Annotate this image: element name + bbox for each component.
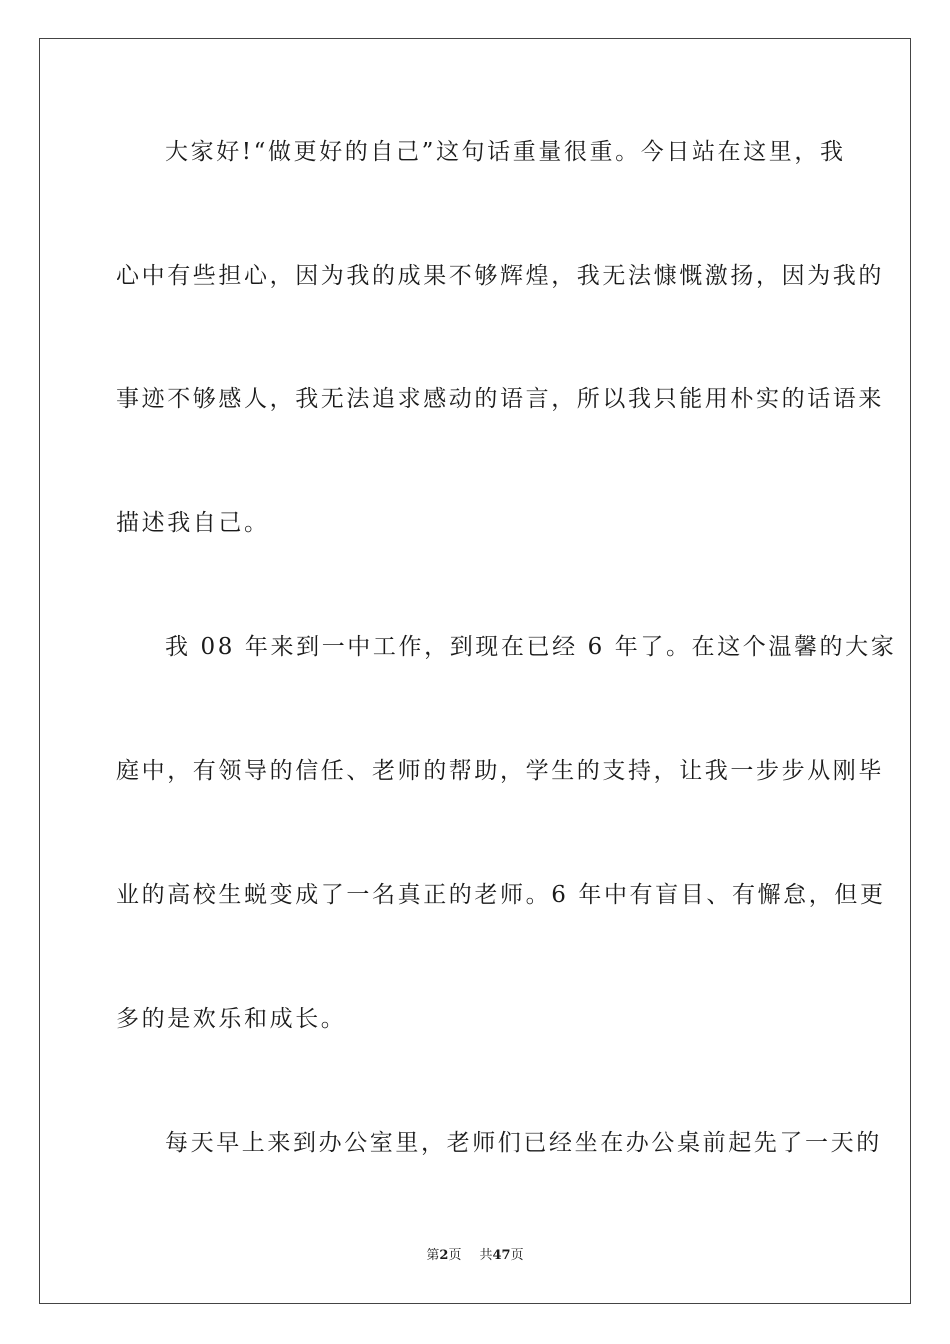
page-prefix: 第 — [426, 1248, 440, 1263]
paragraph-2-line-2: 庭中，有领导的信任、老师的帮助，学生的支持，让我一步步从刚毕 — [116, 758, 884, 784]
total-pages: 47 — [492, 1248, 511, 1263]
page-footer — [0, 1246, 950, 1266]
page-suffix: 页 — [448, 1248, 462, 1263]
paragraph-2-line-3: 业的高校生蜕变成了一名真正的老师。6 年中有盲目、有懈怠，但更 — [116, 882, 886, 908]
paragraph-1-line-1: 大家好!“做更好的自己”这句话重量很重。今日站在这里，我 — [165, 139, 846, 165]
paragraph-3-line-1: 每天早上来到办公室里，老师们已经坐在办公桌前起先了一天的 — [165, 1130, 882, 1156]
page-number: 2 — [439, 1248, 449, 1263]
paragraph-1-line-4: 描述我自己。 — [116, 510, 270, 536]
total-suffix: 页 — [510, 1248, 524, 1263]
paragraph-1-line-2: 心中有些担心，因为我的成果不够辉煌，我无法慷慨激扬，因为我的 — [116, 263, 884, 289]
total-prefix: 共 — [479, 1248, 493, 1263]
page-border — [39, 38, 911, 1304]
paragraph-2-line-4: 多的是欢乐和成长。 — [116, 1006, 347, 1032]
paragraph-1-line-3: 事迹不够感人，我无法追求感动的语言，所以我只能用朴实的话语来 — [116, 386, 884, 412]
paragraph-2-line-1: 我 08 年来到一中工作，到现在已经 6 年了。在这个温馨的大家 — [165, 634, 897, 660]
